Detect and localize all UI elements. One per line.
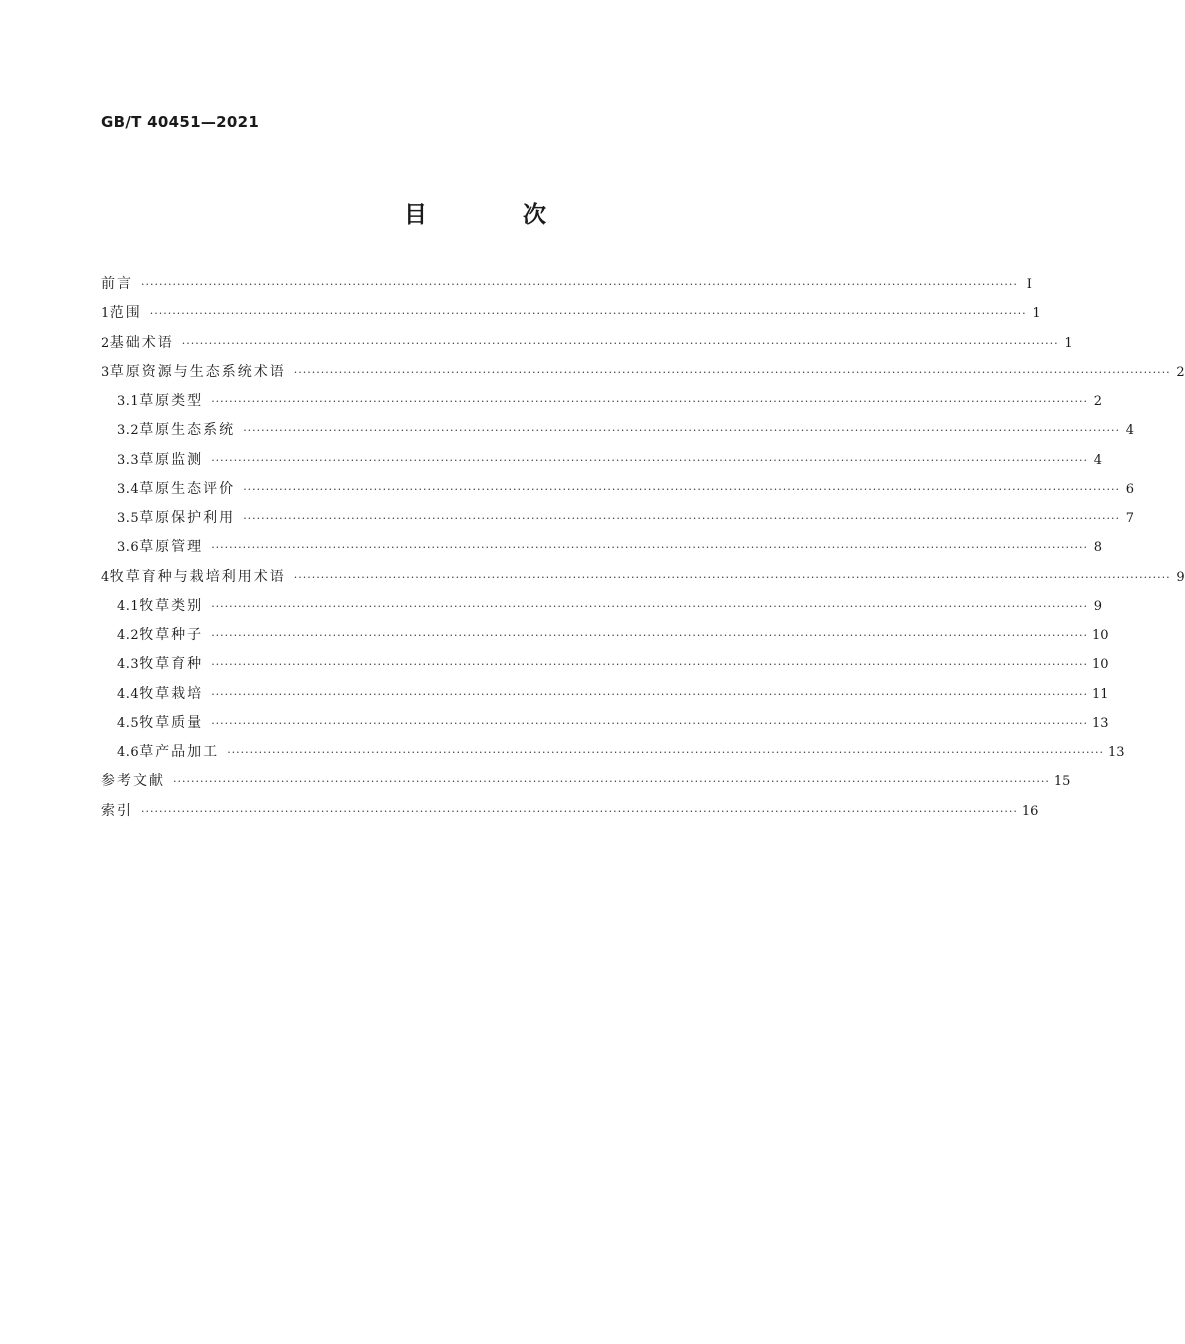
toc-entry-page: 9 [1093, 598, 1103, 614]
toc-entry-page: 10 [1092, 628, 1109, 643]
toc-entry-label: 草原监测 [139, 451, 204, 468]
toc-entry-number: 4 [101, 569, 110, 585]
toc-entry-label: 牧草栽培 [139, 685, 204, 702]
toc-entry-label: 牧草类别 [139, 597, 204, 614]
toc-dot-leader [294, 563, 1171, 592]
toc-dot-leader [182, 329, 1059, 358]
toc-entry-label: 牧草育种与栽培利用术语 [109, 568, 286, 585]
toc-entry[interactable] [101, 621, 1109, 650]
toc-entry-number: 4.2 [117, 628, 140, 643]
toc-entry[interactable] [101, 504, 1135, 533]
toc-entry[interactable] [101, 767, 1071, 796]
toc-entry[interactable] [101, 563, 1185, 592]
toc-dot-leader [211, 680, 1088, 709]
toc-entry[interactable] [101, 797, 1039, 826]
toc-entry[interactable] [101, 592, 1103, 621]
toc-entry-number: 3.4 [117, 481, 140, 497]
toc-entry-page: 1 [1064, 335, 1073, 351]
toc-entry[interactable] [101, 475, 1135, 504]
toc-entry-label: 草原资源与生态系统术语 [109, 363, 286, 380]
toc-entry-label: 牧草育种 [139, 656, 204, 673]
toc-entry-label: 草原保护利用 [139, 510, 236, 526]
toc-dot-leader [294, 358, 1171, 387]
toc-dot-leader [211, 621, 1088, 650]
toc-entry-page: 4 [1093, 452, 1103, 468]
toc-entry-page: 2 [1176, 364, 1185, 380]
toc-entry-label: 范围 [109, 305, 142, 322]
toc-dot-leader [141, 797, 1018, 826]
toc-dot-leader [173, 767, 1050, 796]
toc-dot-leader [211, 446, 1088, 475]
toc-entry-label: 牧草质量 [139, 714, 204, 731]
toc-entry-number: 4.1 [117, 598, 140, 614]
toc-dot-leader [211, 533, 1088, 562]
toc-entry-label: 参考文献 [101, 773, 165, 790]
toc-entry-page: 16 [1021, 803, 1039, 819]
toc-entry-page: 13 [1108, 745, 1125, 760]
toc-dot-leader [211, 709, 1088, 738]
toc-entry-number: 3.3 [117, 452, 140, 468]
toc-entry-label: 草原生态系统 [139, 422, 236, 439]
toc-entry-page: 9 [1176, 569, 1185, 585]
toc-entry-page: 2 [1093, 394, 1103, 409]
toc-entry[interactable] [101, 533, 1103, 562]
toc-entry[interactable] [101, 416, 1135, 445]
toc-dot-leader [211, 592, 1088, 621]
toc-entry-number: 3.2 [117, 423, 140, 439]
toc-dot-leader [227, 738, 1104, 767]
toc-entry[interactable] [101, 387, 1103, 416]
toc-entry-page: 10 [1092, 657, 1109, 673]
toc-entry-number: 3.1 [117, 394, 140, 409]
toc-entry-number: 4.5 [117, 715, 140, 731]
toc-entry-label: 草原管理 [139, 539, 204, 556]
toc-entry-number: 3.6 [117, 540, 140, 556]
toc-dot-leader [150, 299, 1027, 328]
toc-entry-page: 7 [1125, 511, 1135, 526]
toc-dot-leader [243, 504, 1120, 533]
toc-entry[interactable] [101, 329, 1073, 358]
toc-entry-page: Ⅰ [1026, 277, 1032, 292]
toc-entry-page: 8 [1093, 540, 1103, 556]
toc-dot-leader [211, 387, 1088, 416]
toc-title: 目 次 [403, 202, 590, 228]
toc-entry-label: 草产品加工 [139, 744, 220, 760]
toc-entry-page: 15 [1053, 774, 1071, 790]
toc-dot-leader [243, 475, 1120, 504]
toc-entry-page: 1 [1032, 306, 1041, 322]
toc-entry-label: 前言 [101, 276, 133, 292]
toc-entry[interactable] [101, 270, 1032, 299]
toc-entry-page: 11 [1092, 686, 1109, 702]
toc-entry[interactable] [101, 709, 1109, 738]
toc-entry-number: 1 [101, 306, 110, 322]
toc-dot-leader [141, 270, 1018, 299]
toc-entry-label: 基础术语 [109, 334, 174, 351]
toc-entry[interactable] [101, 446, 1103, 475]
toc-entry-label: 草原类型 [139, 393, 204, 409]
toc-entry-number: 3 [101, 364, 110, 380]
toc-entry-page: 6 [1125, 481, 1135, 497]
toc-entry[interactable] [101, 738, 1125, 767]
toc-dot-leader [211, 650, 1088, 679]
document-code: GB/T 40451—2021 [101, 113, 260, 131]
toc-entry-number: 4.4 [117, 686, 140, 702]
toc-entry-label: 牧草种子 [139, 627, 204, 643]
toc-dot-leader [243, 416, 1120, 445]
table-of-contents [101, 270, 1185, 826]
toc-entry[interactable] [101, 299, 1041, 328]
toc-entry-label: 索引 [101, 802, 133, 819]
toc-entry[interactable] [101, 358, 1185, 387]
toc-entry-label: 草原生态评价 [139, 480, 236, 497]
toc-entry-number: 4.6 [117, 745, 140, 760]
toc-entry-number: 3.5 [117, 511, 140, 526]
toc-entry[interactable] [101, 680, 1109, 709]
toc-entry[interactable] [101, 650, 1109, 679]
toc-entry-number: 2 [101, 335, 110, 351]
toc-entry-page: 13 [1092, 715, 1109, 731]
toc-entry-number: 4.3 [117, 657, 140, 673]
toc-entry-page: 4 [1125, 423, 1135, 439]
